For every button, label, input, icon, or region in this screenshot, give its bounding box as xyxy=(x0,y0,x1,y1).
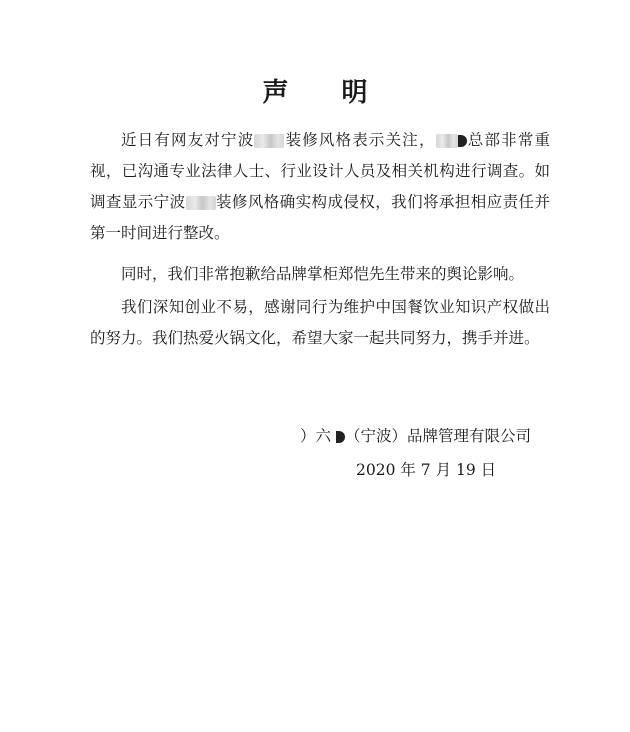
document-date: 2020 年 7 月 19 日 xyxy=(356,461,497,479)
paragraph-closing: 我们深知创业不易，感谢同行为维护中国餐饮业知识产权做出的努力。我们热爱火锅文化，希望大家一起共同努力，携手并进。 xyxy=(90,298,550,347)
paragraph-apology: 同时，我们非常抱歉给品牌掌柜郑恺先生带来的舆论影响。 xyxy=(121,265,525,283)
paragraph-text: 装修风格确实构成侵权，我们将承担相应责任并第一时间进行整改。 xyxy=(90,193,550,242)
paragraph-text: 近日有网友对宁波 xyxy=(121,131,255,149)
company-signature xyxy=(300,424,531,446)
signature-company: （宁波）品牌管理有限公司 xyxy=(344,427,531,445)
ink-blot-mark xyxy=(336,431,345,443)
paragraph-investigation xyxy=(90,125,550,249)
document-title: 声 明 xyxy=(262,78,390,108)
redacted-brand-name xyxy=(254,134,284,148)
redacted-brand-name xyxy=(186,196,216,210)
signature-prefix: ）六 xyxy=(300,427,332,445)
ink-blot-mark xyxy=(458,135,467,147)
paragraph-text: 总部非常重视，已沟通专业法律人士、行业设计人员及相关机构进行调查。如调查显示宁波 xyxy=(90,131,550,211)
redacted-brand-name xyxy=(436,134,458,148)
paragraph-text: 装修风格表示关注， xyxy=(284,131,436,149)
